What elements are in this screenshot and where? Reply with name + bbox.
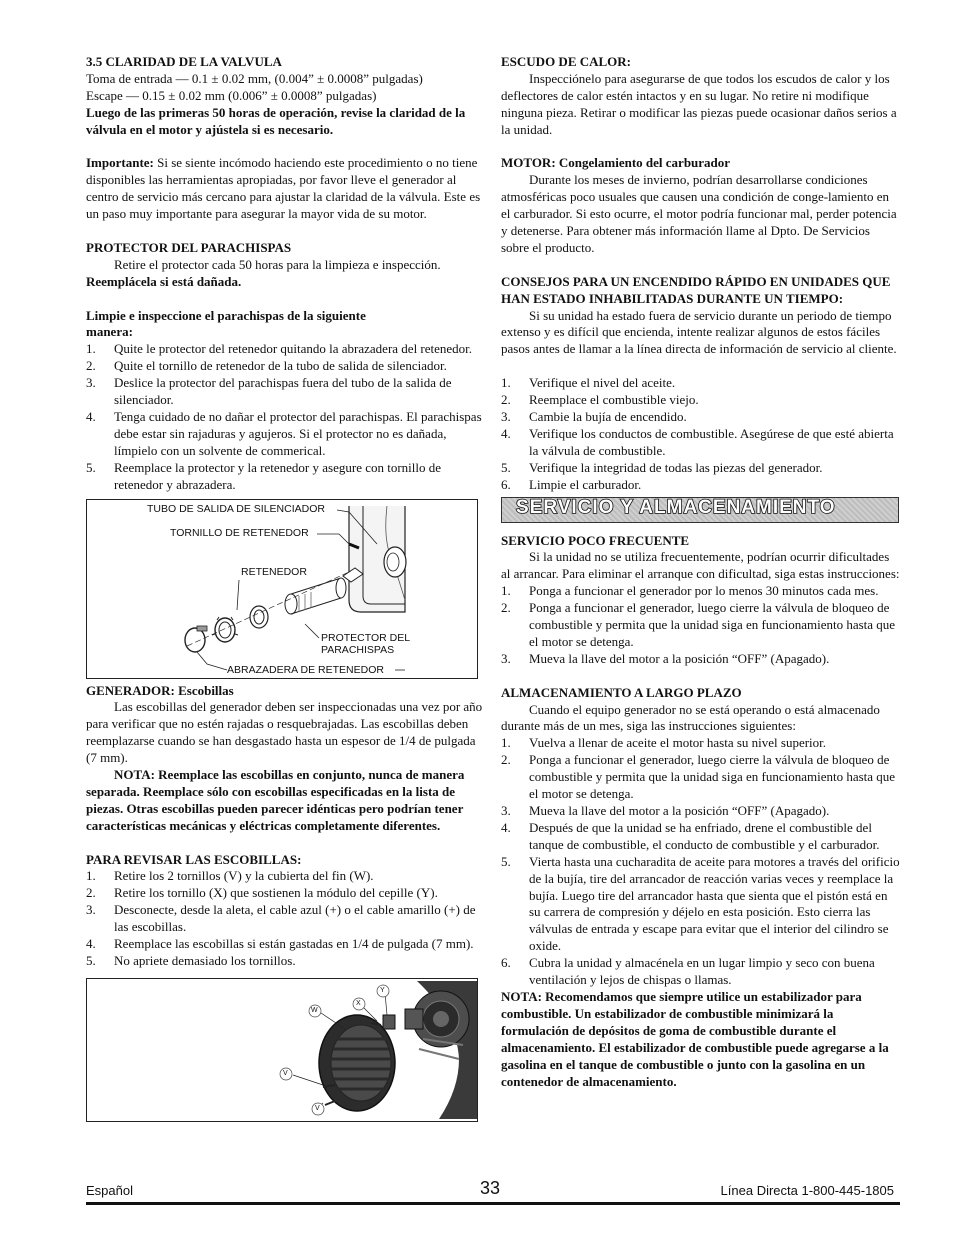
step-number: 6. bbox=[501, 476, 511, 492]
step-number: 2. bbox=[501, 600, 511, 616]
list-item bbox=[501, 955, 901, 989]
page-number: 33 bbox=[480, 1178, 501, 1198]
long-term-storage-list bbox=[501, 735, 901, 989]
brush-assembly-diagram bbox=[86, 978, 478, 1122]
list-item bbox=[501, 392, 901, 409]
list-item bbox=[501, 375, 901, 392]
important-paragraph bbox=[86, 155, 483, 223]
step-number: 1. bbox=[501, 735, 511, 751]
heat-shield-text: Inspecciónelo para asegurarse de que todos los escudos de calor y los deflectores de calor estén intactos y en su lugar. No retire ni modifique ninguna pieza. Retirar o modificar las piezas puede ocasionar daños serios a la unidad. bbox=[501, 70, 897, 137]
step-number: 5. bbox=[501, 459, 511, 475]
valve-intake-spec: Toma de entrada — 0.1 ± 0.02 mm, (0.004” ± 0.0008” pulgadas) bbox=[86, 70, 423, 86]
quick-start-list bbox=[501, 375, 901, 493]
step-text: Deslice la protector del parachispas fuera del tubo de la salida de silenciador. bbox=[114, 375, 452, 408]
step-text: Verifique el nivel del aceite. bbox=[529, 375, 676, 391]
quick-start-text: Si su unidad ha estado fuera de servicio durante un periodo de tiempo extenso y es difícil que encienda, intente realizar algunos de estos fáciles pasos antes de llamar a la línea directa de información de servicio al cliente. bbox=[501, 307, 897, 357]
page-footer bbox=[86, 1178, 900, 1206]
right-column bbox=[501, 54, 901, 1090]
step-text: Quite el tornillo de retenedor de la tubo de salida de silenciador. bbox=[114, 358, 447, 374]
left-column bbox=[86, 54, 483, 1122]
list-item bbox=[501, 735, 901, 752]
label-y: Y bbox=[380, 986, 385, 994]
step-number: 3. bbox=[501, 650, 511, 666]
seldom-use-text: Si la unidad no se utiliza frecuentemente, podrían ocurrir dificultades al arrancar. Para eliminar el arranque con dificultad, siga estas instrucciones: bbox=[501, 549, 900, 582]
list-item bbox=[501, 460, 901, 477]
step-number: 6. bbox=[501, 955, 511, 971]
list-item bbox=[501, 583, 901, 600]
spark-arrestor-replace: Reemplácela si está dañada. bbox=[86, 273, 242, 289]
list-item bbox=[86, 936, 483, 953]
list-item bbox=[86, 868, 483, 885]
clean-inspect-heading: Limpie e inspeccione el parachispas de la siguiente bbox=[86, 307, 366, 323]
step-number: 2. bbox=[86, 358, 96, 374]
step-number: 2. bbox=[86, 885, 96, 901]
valve-warning: Luego de las primeras 50 horas de operación, revise la claridad de la válvula en el motor y ajústela si es necesario. bbox=[86, 104, 466, 137]
step-text: Reemplace la protector y la retenedor y asegure con tornillo de retenedor y abrazadera. bbox=[114, 459, 442, 492]
carburetor-icing-text: Durante los meses de invierno, podrían desarrollarse condiciones atmosféricas poco usuales que causen una condición de conge-lamiento en el carburador. Si esto ocurre, el motor podría funcionar mal, perder potencia y detenerse. Para obtener más información llame al Dpto. De Servicios sobre el producto. bbox=[501, 172, 897, 255]
list-item bbox=[86, 953, 483, 970]
footer-rule bbox=[86, 1202, 900, 1205]
list-item bbox=[501, 477, 901, 494]
list-item bbox=[86, 341, 483, 358]
step-text: Verifique la integridad de todas las piezas del generador. bbox=[529, 459, 823, 475]
step-text: Retire los 2 tornillos (V) y la cubierta del fin (W). bbox=[114, 868, 374, 884]
step-number: 4. bbox=[86, 936, 96, 952]
step-text: Vierta hasta una cucharadita de aceite para motores a través del orificio de la bujía, tire del arrancador de reacción varias veces y reemplace la bujía. Luego tire del arrancador hasta que sienta que el pistón está en su carrera de compresión y déjelo en esta posición. Esto cierra las válvulas de entrada y escape para evitar que el interior del cilindro se oxide. bbox=[529, 853, 900, 954]
important-label: Importante: bbox=[86, 155, 154, 171]
section-banner bbox=[501, 497, 899, 523]
list-item bbox=[501, 854, 901, 955]
brush-assembly-illustration bbox=[87, 979, 477, 1121]
step-text: Reemplace las escobillas si están gastadas en 1/4 de pulgada (7 mm). bbox=[114, 936, 474, 952]
brushes-heading: GENERADOR: Escobillas bbox=[86, 682, 234, 698]
step-text: Verifique los conductos de combustible. Asegúrese de que esté abierta la válvula de combustible. bbox=[529, 425, 894, 458]
step-text: Después de que la unidad se ha enfriado, drene el combustible del tanque de combustible, el conducto de combustible y el carburador. bbox=[529, 819, 880, 852]
long-term-storage-heading: ALMACENAMIENTO A LARGO PLAZO bbox=[501, 684, 742, 700]
step-number: 3. bbox=[501, 803, 511, 818]
list-item bbox=[501, 651, 901, 668]
step-number: 4. bbox=[501, 425, 511, 441]
step-text: Reemplace el combustible viejo. bbox=[529, 392, 699, 408]
footer-language: Español bbox=[86, 1183, 133, 1198]
clean-inspect-heading-2: manera: bbox=[86, 324, 133, 340]
seldom-use-heading: SERVICIO POCO FRECUENTE bbox=[501, 532, 690, 548]
step-text: Ponga a funcionar el generador por lo menos 30 minutos cada mes. bbox=[529, 583, 879, 599]
step-text: Vuelva a llenar de aceite el motor hasta su nivel superior. bbox=[529, 735, 827, 751]
step-text: Mueva la llave del motor a la posición “OFF” (Apagado). bbox=[529, 650, 830, 666]
valve-exhaust-spec: Escape — 0.15 ± 0.02 mm (0.006” ± 0.0008” pulgadas) bbox=[86, 87, 377, 103]
label-retainer: RETENEDOR bbox=[241, 565, 307, 578]
list-item bbox=[86, 375, 483, 409]
step-number: 1. bbox=[86, 868, 96, 884]
valve-clearance-heading: 3.5 CLARIDAD DE LA VALVULA bbox=[86, 54, 282, 69]
list-item bbox=[501, 600, 901, 651]
list-item bbox=[501, 426, 901, 460]
step-text: Limpie el carburador. bbox=[529, 476, 642, 492]
list-item bbox=[501, 752, 901, 803]
step-text: Mueva la llave del motor a la posición “OFF” (Apagado). bbox=[529, 803, 830, 818]
step-number: 1. bbox=[86, 341, 96, 357]
step-text: Ponga a funcionar el generador, luego cierre la válvula de bloqueo de combustible y permita que la unidad siga en funcionamiento hasta que el motor se detenga. bbox=[529, 752, 896, 802]
step-number: 3. bbox=[501, 408, 511, 424]
clean-steps-list bbox=[86, 341, 483, 493]
label-retainer-clamp: ABRAZADERA DE RETENEDOR bbox=[227, 663, 384, 676]
list-item bbox=[501, 409, 901, 426]
check-brushes-list bbox=[86, 868, 483, 969]
carburetor-icing-heading: MOTOR: Congelamiento del carburador bbox=[501, 155, 731, 171]
spark-arrestor-text: Retire el protector cada 50 horas para la limpieza e inspección. bbox=[114, 256, 441, 272]
brushes-text: Las escobillas del generador deben ser inspeccionadas una vez por año para verificar que no estén rajadas o resquebrajadas. Las escobillas deben reemplazarse cuando se han desgastado hasta un espesor de 1/4 de pulgada (7 mm). bbox=[86, 699, 483, 766]
step-text: Cubra la unidad y almacénela en un lugar limpio y seco con buena ventilación y lejos de chispas o llamas. bbox=[529, 955, 875, 988]
fuel-stabilizer-note: NOTA: Recomendamos que siempre utilice un estabilizador para combustible. Un estabilizador de combustible minimizará la formulación de depósitos de goma de combustible durante el almacenamiento. El estabilizador de combustible puede agregarse a la gasolina en el tanque de combustible o junto con la gasolina en un contenedor de almacenamiento. bbox=[501, 988, 889, 1089]
seldom-use-list bbox=[501, 583, 901, 668]
label-v-upper: V bbox=[283, 1069, 288, 1077]
label-muffler-outlet-tube: TUBO DE SALIDA DE SILENCIADOR bbox=[147, 502, 325, 515]
section-banner-title: SERVICIO Y ALMACENAMIENTO bbox=[516, 496, 836, 518]
step-text: Desconecte, desde la aleta, el cable azul (+) o el cable amarillo (+) de las escobillas. bbox=[114, 902, 476, 935]
list-item bbox=[86, 460, 483, 494]
spark-arrestor-diagram bbox=[86, 499, 478, 679]
list-item bbox=[86, 885, 483, 902]
step-number: 1. bbox=[501, 375, 511, 391]
step-number: 2. bbox=[501, 392, 511, 408]
step-number: 1. bbox=[501, 583, 511, 599]
step-number: 2. bbox=[501, 752, 511, 768]
step-number: 5. bbox=[86, 459, 96, 475]
step-text: No apriete demasiado los tornillos. bbox=[114, 953, 296, 968]
step-number: 3. bbox=[86, 375, 96, 391]
step-text: Quite le protector del retenedor quitando la abrazadera del retenedor. bbox=[114, 341, 473, 357]
step-text: Tenga cuidado de no dañar el protector del parachispas. El parachispas debe estar sin rajaduras y agujeros. Si el protector no es dañada, límpielo con un solvente de commerical. bbox=[114, 408, 482, 458]
brushes-note: NOTA: Reemplace las escobillas en conjunto, nunca de manera separada. Reemplace sólo con escobillas especificadas en la lista de piezas. Otras escobillas pueden parecer idénticas pero podrían tener características mecánicas y eléctricas completamente diferentes. bbox=[86, 767, 465, 833]
list-item bbox=[501, 820, 901, 854]
heat-shield-heading: ESCUDO DE CALOR: bbox=[501, 54, 632, 69]
check-brushes-heading: PARA REVISAR LAS ESCOBILLAS: bbox=[86, 851, 302, 867]
step-number: 4. bbox=[501, 819, 511, 835]
list-item bbox=[86, 358, 483, 375]
step-number: 5. bbox=[501, 853, 511, 869]
label-w: W bbox=[311, 1006, 318, 1014]
step-text: Cambie la bujía de encendido. bbox=[529, 408, 687, 424]
footer-hotline: Línea Directa 1-800-445-1805 bbox=[720, 1183, 894, 1198]
step-text: Retire los tornillo (X) que sostienen la módulo del cepille (Y). bbox=[114, 885, 438, 901]
long-term-storage-text: Cuando el equipo generador no se está operando o está almacenado durante más de un mes, siga las instrucciones siguientes: bbox=[501, 701, 880, 734]
list-item bbox=[501, 803, 901, 820]
label-x: X bbox=[356, 999, 361, 1007]
label-spark-protector: PROTECTOR DEL PARACHISPAS bbox=[321, 631, 410, 656]
label-v-lower: V bbox=[315, 1104, 320, 1112]
list-item bbox=[86, 902, 483, 936]
important-text: Si se siente incómodo haciendo este procedimiento o no tiene disponibles las herramientas apropiadas, por favor lleve el generador al centro de servicio más cercano para ajustar la claridad de la válvula. Este es un paso muy importante para asegurar la mayor vida de su motor. bbox=[86, 155, 481, 222]
step-number: 3. bbox=[86, 902, 96, 918]
spark-arrestor-heading: PROTECTOR DEL PARACHISPAS bbox=[86, 239, 292, 255]
step-number: 4. bbox=[86, 408, 96, 424]
step-number: 5. bbox=[86, 953, 96, 968]
list-item bbox=[86, 409, 483, 460]
quick-start-heading: CONSEJOS PARA UN ENCENDIDO RÁPIDO EN UNIDADES QUE HAN ESTADO INHABILITADAS DURANTE UN TIEMPO: bbox=[501, 273, 891, 306]
step-text: Ponga a funcionar el generador, luego cierre la válvula de bloqueo de combustible y permita que la unidad siga en funcionamiento hasta que el motor se detenga. bbox=[529, 600, 896, 649]
label-retainer-screw: TORNILLO DE RETENEDOR bbox=[170, 526, 309, 539]
